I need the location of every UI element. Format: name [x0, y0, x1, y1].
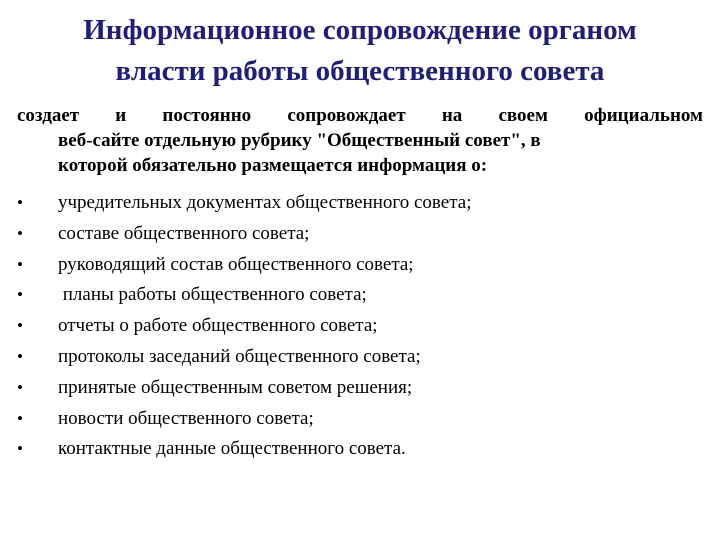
bullet-item — [15, 280, 705, 311]
intro-word: создает — [17, 105, 80, 126]
bullet-text: контактные данные общественного совета. — [58, 438, 406, 460]
intro-line-2: веб-сайте отдельную рубрику "Общественный совет", в — [58, 130, 541, 151]
bullet-item — [15, 311, 705, 342]
bullet-icon: • — [17, 254, 23, 274]
bullet-list — [15, 188, 705, 465]
bullet-item — [15, 342, 705, 373]
intro-paragraph — [17, 103, 703, 178]
bullet-item — [15, 219, 705, 250]
title-line-2: власти работы общественного совета — [115, 55, 605, 87]
bullet-icon: • — [17, 193, 23, 212]
bullet-text: планы работы общественного совета; — [58, 284, 367, 306]
bullet-text: учредительных документах общественного совета; — [58, 192, 472, 213]
bullet-text: принятые общественным советом решения; — [58, 376, 413, 398]
bullet-icon: • — [17, 439, 23, 459]
bullet-item — [15, 434, 705, 465]
bullet-icon: • — [17, 285, 23, 305]
bullet-icon: • — [17, 316, 23, 336]
intro-line-1 — [17, 103, 703, 128]
intro-word: официальном — [584, 105, 703, 126]
bullet-text: новости общественного совета; — [58, 407, 314, 429]
bullet-icon: • — [17, 377, 23, 397]
bullet-text: составе общественного совета; — [58, 222, 310, 244]
intro-word: на — [441, 105, 463, 126]
bullet-item — [15, 250, 705, 281]
bullet-item — [15, 404, 705, 435]
slide-title — [20, 10, 700, 92]
intro-word: своем — [498, 105, 548, 126]
bullet-icon: • — [17, 408, 23, 428]
title-line-1: Информационное сопровождение органом — [83, 14, 637, 46]
bullet-text: отчеты о работе общественного совета; — [58, 315, 378, 337]
bullet-icon: • — [17, 223, 23, 243]
intro-word: и — [115, 105, 127, 126]
intro-word: постоянно — [162, 105, 252, 126]
bullet-item — [15, 373, 705, 404]
bullet-item — [15, 188, 705, 219]
intro-line-3: которой обязательно размещается информация о: — [58, 155, 488, 176]
bullet-text: руководящий состав общественного совета; — [58, 253, 414, 275]
bullet-text: протоколы заседаний общественного совета; — [58, 345, 421, 367]
intro-word: сопровождает — [287, 105, 406, 126]
bullet-icon: • — [17, 346, 23, 366]
